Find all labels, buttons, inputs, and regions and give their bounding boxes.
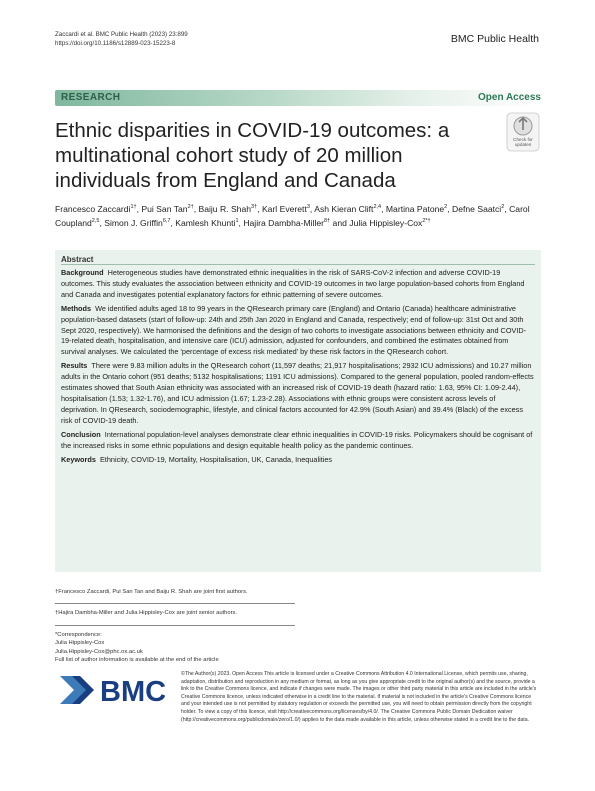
- author-name: Defne Saatci: [452, 203, 502, 214]
- author-affiliation: 2: [444, 204, 448, 210]
- doi-link[interactable]: https://doi.org/10.1186/s12889-023-15223-8: [55, 40, 176, 47]
- open-access-label[interactable]: Open Access: [478, 92, 541, 103]
- section-label: RESEARCH: [61, 92, 121, 103]
- check-updates-line1: Check for: [513, 137, 533, 142]
- bmc-logo[interactable]: [58, 672, 178, 708]
- journal-name: BMC Public Health: [450, 33, 539, 45]
- author-affiliation: 3†: [251, 204, 258, 210]
- author-info-note: Full list of author information is available at the end of the article: [55, 657, 219, 664]
- correspondence-label: *Correspondence:: [55, 631, 102, 638]
- footnote-divider: [55, 603, 295, 604]
- author-name: Hajira Dambha-Miller: [243, 218, 325, 229]
- author-name: Ash Kieran Clift: [314, 203, 374, 214]
- footnote-divider: [55, 625, 295, 626]
- abstract-conclusion: Conclusion International population-level analyses demonstrate clear ethnic inequalities in COVID-19 risks. Policymakers should be cognisant of the increased risks in some ethnic populations and design equitable health policy as the pandemic continues.: [61, 429, 533, 450]
- author-list: Francesco Zaccardi$^{1\dagger}$, Pui San Tan$^{2\dagger}$, Baiju R. Shah$^{3\dagger}$, Karl Everett$^3$, Ash Kieran Clift$^{2,4}$, Martina Patone$^2$, Defne Saatci$^2$, Carol Coupland$^{2,5}$, Simon J. Griffin$^{6,7}$, Kamlesh Khunti$^1$, Hajira Dambha-Miller$^{8\dagger}$ and Julia Hippisley-Cox$^{2*\dagger}$: [55, 203, 530, 229]
- bmc-logo-icon: [58, 672, 178, 708]
- check-for-updates-badge[interactable]: [506, 112, 540, 152]
- bmc-logo-text: BMC: [100, 676, 167, 708]
- author-name: Kamlesh Khunti: [175, 218, 236, 229]
- joint-first-note: †Francesco Zaccardi, Pui San Tan and Baiju R. Shah are joint first authors.: [55, 589, 248, 595]
- author-affiliation: 1†: [130, 204, 137, 210]
- author-affiliation: 2†: [187, 204, 194, 210]
- banner-background: [55, 90, 541, 106]
- author-affiliation: 3: [306, 204, 310, 210]
- citation-header: [55, 30, 188, 48]
- author-affiliation: 6,7: [162, 218, 171, 225]
- citation-line: Zaccardi et al. BMC Public Health (2023) 23:899: [55, 31, 188, 38]
- article-title: Ethnic disparities in COVID-19 outcomes: a multinational cohort study of 20 million individuals from England and Canada: [55, 119, 450, 192]
- author-affiliation: 2,5: [91, 218, 100, 225]
- abstract-keywords: Keywords Ethnicity, COVID-19, Mortality, Hospitalisation, UK, Canada, Inequalities: [61, 454, 333, 464]
- author-affiliation: 2: [501, 204, 505, 210]
- abstract-background: Background Heterogeneous studies have demonstrated ethnic inequalities in the risk of SARS-CoV-2 infection and adverse COVID-19 outcomes. This study evaluates the association between ethnicity and COVID-19 outcomes in two large population-based cohorts from England and Canada and investigates potential explanatory factors for ethnic patterning of severe outcomes.: [61, 268, 525, 299]
- author-name: Martina Patone: [385, 203, 445, 214]
- abstract-methods: Methods We identified adults aged 18 to 99 years in the QResearch primary care (England) and Ontario (Canada) healthcare administrative population-based datasets (start of follow-up: 24th and 25th Jan 2020 in England and Canada, respectively; end of follow-up: 31st Oct and 30th Sept 2020, respectively). We harmonised the definitions and the design of two cohorts to investigate associations between ethnicity and COVID-19-related death, hospitalisation, and intensive care (ICU) admission, adjusted for confounders, and combined the estimates obtained from survival analyses. We calculated the 'percentage of excess risk mediated' by these risk factors in the QResearch cohort.: [61, 303, 527, 357]
- footnotes: [55, 588, 295, 664]
- author-name: Baiju R. Shah: [198, 203, 252, 214]
- joint-senior-note: †Hajira Dambha-Miller and Julia Hippisley-Cox are joint senior authors.: [55, 610, 238, 617]
- author-name: Karl Everett: [261, 203, 307, 214]
- correspondence-name: Julia Hippisley-Cox: [55, 640, 105, 647]
- author-name: Francesco Zaccardi: [55, 203, 131, 214]
- author-name: Simon J. Griffin: [104, 218, 163, 229]
- author-affiliation: 1: [235, 218, 239, 225]
- abstract-heading: Abstract: [61, 255, 94, 264]
- correspondence-email[interactable]: Julia.Hippisley-Cox@phc.ox.ac.uk: [55, 648, 143, 655]
- author-affiliation: 2*†: [422, 218, 431, 225]
- abstract-divider: [61, 264, 535, 265]
- abstract-body: [61, 268, 535, 468]
- check-updates-icon: [506, 112, 540, 152]
- author-affiliation: 2,4: [373, 204, 382, 210]
- check-updates-line2: updates: [514, 142, 532, 147]
- author-name: Julia Hippisley-Cox: [349, 218, 423, 229]
- abstract-results: Results There were 9.83 million adults in the QResearch cohort (11,597 deaths; 21,917 hospitalisations; 2932 ICU admissions) and 10.27 million adults in the Ontario cohort (951 deaths; 5132 hospitalisations; 1191 ICU admissions). Compared to the general population, pooled random-effects estimates showed that South Asian ethnicity was associated with an increased risk of COVID-19 death (hazard ratio: 1.63, 95% CI: 1.09-2.44), hospitalisation (1.53; 1.32-1.76), and ICU admission (1.67; 1.23-2.28). Associations with ethnic groups were consistent across levels of deprivation. In QResearch, sociodemographic, lifestyle, and clinical factors accounted for 42.9% (South Asian) and 39.4% (Black) of the excess risk of COVID-19 death.: [61, 361, 534, 425]
- author-affiliation: 8†: [324, 218, 331, 225]
- article-type-banner: [55, 90, 541, 106]
- license-statement: ©The Author(s) 2023. Open Access This article is licensed under a Creative Commons Attribution 4.0 International License, which permits use, sharing, adaptation, distribution and reproduction in any medium or format, as long as you give appropriate credit to the original author(s) and the source, provide a link to the Creative Commons licence, and indicate if changes were made. The images or other third party material in this article are included in the article's Creative Commons licence, unless indicated otherwise in a credit line to the material. If material is not included in the article's Creative Commons licence and your intended use is not permitted by statutory regulation or exceeds the permitted use, you will need to obtain permission directly from the copyright holder. To view a copy of this licence, visit http://creativecommons.org/licenses/by/4.0/. The Creative Commons Public Domain Dedication waiver (http://creativecommons.org/publicdomain/zero/1.0/) applies to the data made available in this article, unless otherwise stated in a credit line to the data.: [181, 671, 537, 723]
- abstract-box: [55, 250, 541, 572]
- author-name: Carol Coupland: [55, 203, 530, 229]
- author-name: Pui San Tan: [141, 203, 188, 214]
